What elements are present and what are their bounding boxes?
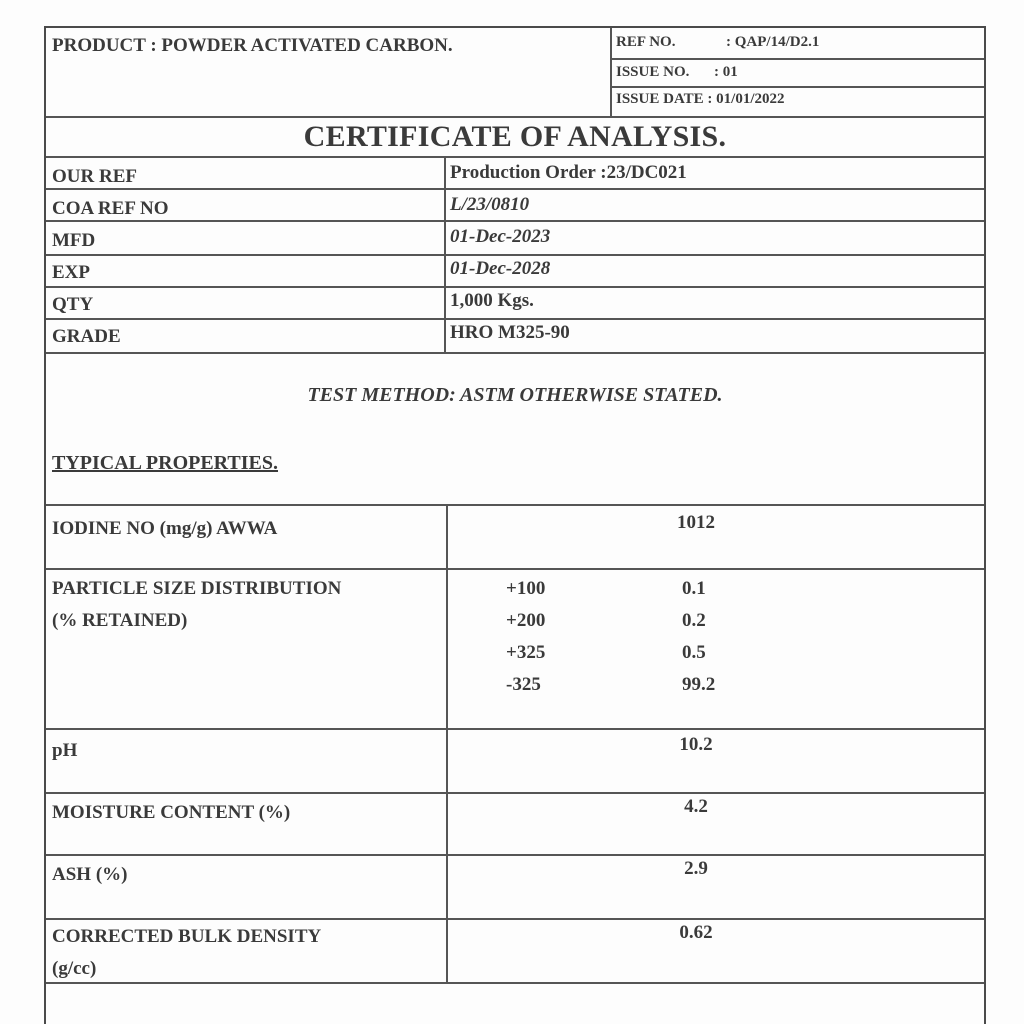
psd-value: 0.5 — [682, 642, 706, 663]
info-label-qty: QTY — [52, 294, 94, 315]
moisture-label: MOISTURE CONTENT (%) — [52, 802, 291, 823]
info-label-mfd: MFD — [52, 230, 96, 251]
psd-value: 99.2 — [682, 674, 716, 695]
info-value-our-ref: Production Order :23/DC021 — [450, 162, 687, 183]
iodine-label: IODINE NO (mg/g) AWWA — [52, 518, 278, 539]
iodine-value: 1012 — [677, 512, 715, 533]
product-name: PRODUCT : POWDER ACTIVATED CARBON. — [52, 35, 453, 56]
info-value-coa-ref: L/23/0810 — [450, 194, 530, 215]
divider — [46, 220, 984, 222]
divider — [46, 792, 984, 794]
ph-label: pH — [52, 740, 78, 761]
bulk-density-label-line1: CORRECTED BULK DENSITY — [52, 926, 322, 947]
typical-properties-heading: TYPICAL PROPERTIES. — [52, 452, 279, 474]
divider — [612, 58, 984, 60]
psd-mesh: +200 — [506, 610, 546, 631]
info-value-grade: HRO M325-90 — [450, 322, 570, 343]
test-method: TEST METHOD: ASTM OTHERWISE STATED. — [307, 384, 723, 406]
divider — [46, 352, 984, 354]
divider — [46, 982, 984, 984]
info-value-qty: 1,000 Kgs. — [450, 290, 534, 311]
info-label-our-ref: OUR REF — [52, 166, 137, 187]
psd-label-line2: (% RETAINED) — [52, 610, 188, 631]
psd-mesh: -325 — [506, 674, 541, 695]
info-label-grade: GRADE — [52, 326, 121, 347]
bulk-density-value: 0.62 — [679, 922, 713, 943]
issue-no-value: : 01 — [714, 64, 738, 80]
psd-value: 0.2 — [682, 610, 706, 631]
ph-value: 10.2 — [679, 734, 713, 755]
divider — [46, 286, 984, 288]
info-value-mfd: 01-Dec-2023 — [450, 226, 551, 247]
psd-mesh: +325 — [506, 642, 546, 663]
moisture-value: 4.2 — [684, 796, 708, 817]
ash-label: ASH (%) — [52, 864, 128, 885]
divider — [46, 918, 984, 920]
bulk-density-label-line2: (g/cc) — [52, 958, 97, 979]
info-label-exp: EXP — [52, 262, 90, 283]
info-value-exp: 01-Dec-2028 — [450, 258, 551, 279]
ash-value: 2.9 — [684, 858, 708, 879]
certificate-document — [44, 26, 986, 1024]
divider — [446, 504, 448, 982]
psd-label-line1: PARTICLE SIZE DISTRIBUTION — [52, 578, 342, 599]
divider — [612, 86, 984, 88]
divider — [46, 854, 984, 856]
ref-no-value: : QAP/14/D2.1 — [726, 34, 820, 50]
issue-no-label: ISSUE NO. — [616, 64, 690, 80]
psd-mesh: +100 — [506, 578, 546, 599]
divider — [46, 188, 984, 190]
divider — [46, 728, 984, 730]
document-title: CERTIFICATE OF ANALYSIS. — [303, 120, 727, 153]
divider — [46, 254, 984, 256]
ref-no-label: REF NO. — [616, 34, 676, 50]
divider — [46, 156, 984, 158]
issue-no — [616, 64, 738, 81]
divider — [46, 318, 984, 320]
psd-value: 0.1 — [682, 578, 706, 599]
divider — [46, 568, 984, 570]
divider — [46, 116, 984, 118]
reference-box — [610, 28, 984, 116]
info-label-coa-ref: COA REF NO — [52, 198, 169, 219]
issue-date: ISSUE DATE : 01/01/2022 — [616, 91, 785, 107]
ref-no — [616, 34, 820, 51]
divider — [46, 504, 984, 506]
